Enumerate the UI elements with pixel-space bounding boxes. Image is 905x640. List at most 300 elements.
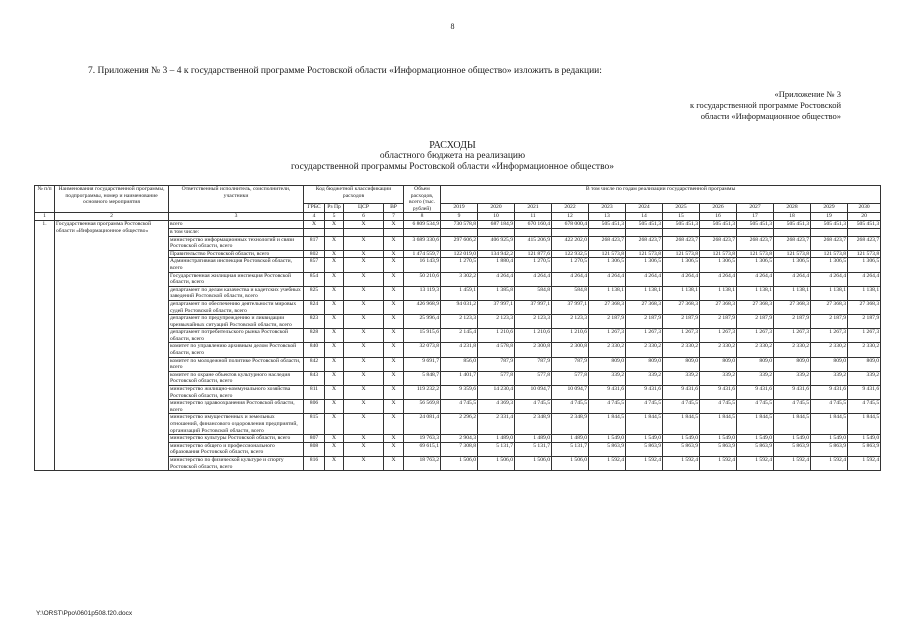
column-index: 19 xyxy=(811,213,848,221)
grbs-cell: 811 xyxy=(304,386,325,400)
year-value-cell: 1 138,1 xyxy=(700,286,737,300)
year-value-cell: 1 270,5 xyxy=(441,258,478,272)
year-value-cell: 121 573,8 xyxy=(589,250,626,258)
total-cell: 5 848,7 xyxy=(404,371,441,385)
year-value-cell: 1 267,3 xyxy=(626,329,663,343)
total-cell: 13 119,3 xyxy=(404,286,441,300)
year-value-cell: 809,0 xyxy=(626,357,663,371)
year-value-cell: 1 267,3 xyxy=(737,329,774,343)
year-value-cell: 856,0 xyxy=(441,357,478,371)
year-value-cell: 27 368,3 xyxy=(700,300,737,314)
year-value-cell: 809,0 xyxy=(848,357,881,371)
year-value-cell: 577,8 xyxy=(552,371,589,385)
vr-cell: X xyxy=(384,400,404,414)
year-value-cell: 505 451,3 xyxy=(811,221,848,229)
year-value-cell: 1 549,0 xyxy=(589,435,626,443)
year-value-cell: 1 267,3 xyxy=(700,329,737,343)
year-value-cell: 1 489,0 xyxy=(552,435,589,443)
year-value-cell xyxy=(700,228,737,236)
vr-cell: X xyxy=(384,329,404,343)
year-value-cell: 4 745,5 xyxy=(663,400,700,414)
year-value-cell: 730 578,8 xyxy=(441,221,478,229)
year-value-cell: 1 592,4 xyxy=(589,456,626,470)
year-value-cell: 1 210,6 xyxy=(552,329,589,343)
rzpr-cell xyxy=(325,228,344,236)
year-value-cell: 1 549,0 xyxy=(774,435,811,443)
total-cell: 69 615,1 xyxy=(404,442,441,456)
year-value-cell: 2 330,2 xyxy=(811,343,848,357)
appendix-line: к государственной программе Ростовской xyxy=(689,100,841,110)
column-index: 13 xyxy=(589,213,626,221)
year-value-cell: 1 844,5 xyxy=(774,414,811,435)
header-row xyxy=(35,186,881,204)
executor-cell: министерство здравоохранения Ростовской области, всего xyxy=(169,400,304,414)
grbs-cell: 802 xyxy=(304,250,325,258)
year-value-cell: 27 368,3 xyxy=(589,300,626,314)
csr-cell: X xyxy=(344,286,384,300)
rzpr-cell: X xyxy=(325,286,344,300)
year-value-cell: 1 592,4 xyxy=(811,456,848,470)
year-value-cell: 1 489,0 xyxy=(478,435,515,443)
year-value-cell: 1 549,0 xyxy=(626,435,663,443)
year-value-cell: 27 368,3 xyxy=(663,300,700,314)
vr-cell: X xyxy=(384,221,404,229)
col-vr: ВР xyxy=(384,203,404,213)
year-value-cell: 9 359,6 xyxy=(441,386,478,400)
year-value-cell: 14 230,4 xyxy=(478,386,515,400)
year-value-cell: 4 745,5 xyxy=(552,400,589,414)
column-index: 2 xyxy=(55,213,169,221)
grbs-cell xyxy=(304,228,325,236)
year-value-cell: 4 745,5 xyxy=(700,400,737,414)
year-value-cell: 1 844,5 xyxy=(626,414,663,435)
year-value-cell: 339,2 xyxy=(663,371,700,385)
year-value-cell: 2 331,4 xyxy=(478,414,515,435)
executor-cell: комитет по охране объектов культурного наследия Ростовской области, всего xyxy=(169,371,304,385)
table-row xyxy=(35,221,881,229)
csr-cell: X xyxy=(344,272,384,286)
year-value-cell: 2 187,9 xyxy=(848,315,881,329)
rzpr-cell: X xyxy=(325,357,344,371)
year-value-cell: 2 123,3 xyxy=(478,315,515,329)
vr-cell xyxy=(384,228,404,236)
col-year: 2021 xyxy=(515,203,552,213)
col-year: 2028 xyxy=(774,203,811,213)
year-value-cell: 27 368,3 xyxy=(848,300,881,314)
grbs-cell: 857 xyxy=(304,258,325,272)
year-value-cell: 1 844,5 xyxy=(737,414,774,435)
vr-cell: X xyxy=(384,250,404,258)
grbs-cell: 840 xyxy=(304,343,325,357)
year-value-cell: 2 330,2 xyxy=(848,343,881,357)
year-value-cell: 4 264,4 xyxy=(700,272,737,286)
total-cell xyxy=(404,228,441,236)
year-value-cell: 1 592,4 xyxy=(774,456,811,470)
year-value-cell: 2 348,9 xyxy=(515,414,552,435)
executor-cell: всего xyxy=(169,221,304,229)
year-value-cell: 1 270,5 xyxy=(552,258,589,272)
year-value-cell: 505 451,3 xyxy=(700,221,737,229)
year-value-cell: 1 592,4 xyxy=(663,456,700,470)
vr-cell: X xyxy=(384,272,404,286)
total-cell: 426 968,9 xyxy=(404,300,441,314)
col-executor: Ответственный исполнитель, соисполнители, участники xyxy=(169,186,304,213)
year-value-cell: 2 123,3 xyxy=(552,315,589,329)
year-value-cell: 1 210,6 xyxy=(478,329,515,343)
year-value-cell: 1 506,0 xyxy=(552,456,589,470)
year-value-cell: 1 489,0 xyxy=(515,435,552,443)
year-value-cell: 584,8 xyxy=(552,286,589,300)
year-value-cell: 5 863,9 xyxy=(700,442,737,456)
column-index: 4 xyxy=(304,213,325,221)
year-value-cell: 678 000,4 xyxy=(552,221,589,229)
total-cell: 6 809 534,9 xyxy=(404,221,441,229)
grbs-cell: 824 xyxy=(304,300,325,314)
year-value-cell: 687 184,9 xyxy=(478,221,515,229)
executor-cell: министерство информационных технологий и связи Ростовской области, всего xyxy=(169,236,304,250)
year-value-cell: 3 302,2 xyxy=(441,272,478,286)
vr-cell: X xyxy=(384,286,404,300)
total-cell: 18 763,2 xyxy=(404,456,441,470)
year-value-cell: 268 423,7 xyxy=(663,236,700,250)
program-name: Государственная программа Ростовской области «Информационное общество» xyxy=(55,221,169,471)
year-value-cell: 1 459,1 xyxy=(441,286,478,300)
vr-cell: X xyxy=(384,386,404,400)
year-value-cell: 27 368,3 xyxy=(626,300,663,314)
year-value-cell xyxy=(737,228,774,236)
year-value-cell: 339,2 xyxy=(774,371,811,385)
year-value-cell: 809,0 xyxy=(663,357,700,371)
year-value-cell: 670 160,4 xyxy=(515,221,552,229)
year-value-cell: 2 330,2 xyxy=(626,343,663,357)
year-value-cell xyxy=(515,228,552,236)
executor-cell: департамент по делам казачества и кадетских учебных заведений Ростовской области, всего xyxy=(169,286,304,300)
table-body xyxy=(35,221,881,471)
year-value-cell: 5 863,9 xyxy=(737,442,774,456)
column-index: 12 xyxy=(552,213,589,221)
year-value-cell: 4 369,3 xyxy=(478,400,515,414)
year-value-cell: 1 844,5 xyxy=(700,414,737,435)
col-grbs: ГРБС xyxy=(304,203,325,213)
col-csr: ЦСР xyxy=(344,203,384,213)
grbs-cell: 842 xyxy=(304,357,325,371)
vr-cell: X xyxy=(384,456,404,470)
year-value-cell: 2 187,9 xyxy=(774,315,811,329)
year-value-cell: 121 573,8 xyxy=(774,250,811,258)
year-value-cell: 37 997,1 xyxy=(515,300,552,314)
total-cell: 3 689 330,6 xyxy=(404,236,441,250)
csr-cell: X xyxy=(344,329,384,343)
year-value-cell: 4 745,5 xyxy=(737,400,774,414)
col-year: 2027 xyxy=(737,203,774,213)
year-value-cell: 1 549,0 xyxy=(663,435,700,443)
year-value-cell: 9 431,6 xyxy=(589,386,626,400)
vr-cell: X xyxy=(384,236,404,250)
rzpr-cell: X xyxy=(325,371,344,385)
year-value-cell: 584,8 xyxy=(515,286,552,300)
year-value-cell: 4 264,4 xyxy=(811,272,848,286)
year-value-cell: 1 549,0 xyxy=(700,435,737,443)
year-value-cell: 4 264,4 xyxy=(848,272,881,286)
year-value-cell xyxy=(552,228,589,236)
col-year: 2026 xyxy=(700,203,737,213)
year-value-cell: 5 863,9 xyxy=(663,442,700,456)
executor-cell: комитет по управлению архивным делом Ростовской области, всего xyxy=(169,343,304,357)
year-value-cell: 4 264,4 xyxy=(589,272,626,286)
year-value-cell: 4 745,5 xyxy=(441,400,478,414)
year-value-cell: 1 306,5 xyxy=(663,258,700,272)
col-year: 2020 xyxy=(478,203,515,213)
rzpr-cell: X xyxy=(325,250,344,258)
csr-cell: X xyxy=(344,236,384,250)
csr-cell: X xyxy=(344,300,384,314)
year-value-cell: 121 573,8 xyxy=(848,250,881,258)
grbs-cell: 815 xyxy=(304,414,325,435)
year-value-cell: 4 745,5 xyxy=(589,400,626,414)
year-value-cell: 1 138,1 xyxy=(774,286,811,300)
total-cell: 16 143,9 xyxy=(404,258,441,272)
vr-cell: X xyxy=(384,258,404,272)
year-value-cell: 1 592,4 xyxy=(848,456,881,470)
appendix-line: области «Информационное общество» xyxy=(700,111,841,121)
grbs-cell: 843 xyxy=(304,371,325,385)
col-year: 2024 xyxy=(626,203,663,213)
column-index: 18 xyxy=(774,213,811,221)
year-value-cell: 422 202,0 xyxy=(552,236,589,250)
year-value-cell: 1 592,4 xyxy=(737,456,774,470)
year-value-cell: 121 573,8 xyxy=(737,250,774,258)
vr-cell: X xyxy=(384,435,404,443)
total-cell: 15 915,6 xyxy=(404,329,441,343)
year-value-cell: 787,9 xyxy=(478,357,515,371)
year-value-cell: 5 863,9 xyxy=(626,442,663,456)
col-year: 2019 xyxy=(441,203,478,213)
year-value-cell: 5 863,9 xyxy=(774,442,811,456)
year-value-cell: 1 306,5 xyxy=(626,258,663,272)
year-value-cell: 809,0 xyxy=(700,357,737,371)
total-cell: 19 763,3 xyxy=(404,435,441,443)
csr-cell: X xyxy=(344,343,384,357)
csr-cell: X xyxy=(344,456,384,470)
year-value-cell: 10 094,7 xyxy=(515,386,552,400)
csr-cell: X xyxy=(344,442,384,456)
year-value-cell: 122 019,0 xyxy=(441,250,478,258)
column-index: 1 xyxy=(35,213,55,221)
year-value-cell xyxy=(774,228,811,236)
year-value-cell: 1 401,7 xyxy=(441,371,478,385)
csr-cell: X xyxy=(344,371,384,385)
grbs-cell: 808 xyxy=(304,442,325,456)
grbs-cell: 816 xyxy=(304,456,325,470)
year-value-cell: 9 431,6 xyxy=(626,386,663,400)
rzpr-cell: X xyxy=(325,300,344,314)
year-value-cell: 5 863,9 xyxy=(811,442,848,456)
vr-cell: X xyxy=(384,300,404,314)
csr-cell: X xyxy=(344,315,384,329)
year-value-cell: 2 330,2 xyxy=(589,343,626,357)
rzpr-cell: X xyxy=(325,343,344,357)
year-value-cell: 1 592,4 xyxy=(700,456,737,470)
year-value-cell: 268 423,7 xyxy=(626,236,663,250)
csr-cell: X xyxy=(344,414,384,435)
column-index: 16 xyxy=(700,213,737,221)
year-value-cell: 4 264,4 xyxy=(737,272,774,286)
year-value-cell: 1 138,1 xyxy=(663,286,700,300)
year-value-cell: 4 745,5 xyxy=(848,400,881,414)
executor-cell: Правительство Ростовской области, всего xyxy=(169,250,304,258)
year-value-cell: 339,2 xyxy=(811,371,848,385)
title-line: областного бюджета на реализацию xyxy=(379,151,526,161)
year-value-cell: 1 306,5 xyxy=(848,258,881,272)
column-index-row xyxy=(35,213,881,221)
rzpr-cell: X xyxy=(325,315,344,329)
year-value-cell: 787,9 xyxy=(552,357,589,371)
year-value-cell: 4 231,8 xyxy=(441,343,478,357)
year-value-cell: 505 451,3 xyxy=(774,221,811,229)
year-value-cell: 9 431,6 xyxy=(663,386,700,400)
column-index: 7 xyxy=(384,213,404,221)
year-value-cell: 5 863,9 xyxy=(848,442,881,456)
year-value-cell: 27 368,3 xyxy=(811,300,848,314)
year-value-cell: 27 368,3 xyxy=(774,300,811,314)
vr-cell: X xyxy=(384,414,404,435)
col-year: 2030 xyxy=(848,203,881,213)
column-index: 8 xyxy=(404,213,441,221)
year-value-cell: 1 506,0 xyxy=(478,456,515,470)
year-value-cell: 339,2 xyxy=(737,371,774,385)
year-value-cell: 5 863,9 xyxy=(589,442,626,456)
year-value-cell: 2 296,2 xyxy=(441,414,478,435)
column-index: 5 xyxy=(325,213,344,221)
year-value-cell: 1 844,5 xyxy=(589,414,626,435)
year-value-cell: 2 187,9 xyxy=(700,315,737,329)
year-value-cell: 1 880,4 xyxy=(478,258,515,272)
vr-cell: X xyxy=(384,357,404,371)
executor-cell: министерство общего и профессионального образования Ростовской области, всего xyxy=(169,442,304,456)
total-cell: 32 073,8 xyxy=(404,343,441,357)
column-index: 6 xyxy=(344,213,384,221)
grbs-cell: 854 xyxy=(304,272,325,286)
year-value-cell: 1 592,4 xyxy=(626,456,663,470)
year-value-cell xyxy=(663,228,700,236)
column-index: 17 xyxy=(737,213,774,221)
year-value-cell: 1 138,1 xyxy=(626,286,663,300)
year-value-cell: 809,0 xyxy=(774,357,811,371)
vr-cell: X xyxy=(384,371,404,385)
executor-cell: комитет по молодежной политике Ростовской области, всего xyxy=(169,357,304,371)
rzpr-cell: X xyxy=(325,400,344,414)
csr-cell: X xyxy=(344,221,384,229)
csr-cell: X xyxy=(344,435,384,443)
year-value-cell: 2 187,9 xyxy=(663,315,700,329)
column-index: 11 xyxy=(515,213,552,221)
year-value-cell: 9 431,6 xyxy=(811,386,848,400)
rzpr-cell: X xyxy=(325,456,344,470)
year-value-cell: 9 431,6 xyxy=(848,386,881,400)
program-number: 1. xyxy=(35,221,55,471)
year-value-cell: 268 423,7 xyxy=(589,236,626,250)
csr-cell xyxy=(344,228,384,236)
year-value-cell: 1 306,5 xyxy=(811,258,848,272)
total-cell: 9 691,7 xyxy=(404,357,441,371)
rzpr-cell: X xyxy=(325,221,344,229)
year-value-cell: 505 451,3 xyxy=(848,221,881,229)
rzpr-cell: X xyxy=(325,435,344,443)
year-value-cell: 2 187,9 xyxy=(737,315,774,329)
year-value-cell: 1 267,3 xyxy=(589,329,626,343)
year-value-cell xyxy=(478,228,515,236)
year-value-cell: 1 844,5 xyxy=(811,414,848,435)
year-value-cell: 1 549,0 xyxy=(737,435,774,443)
grbs-cell: 828 xyxy=(304,329,325,343)
year-value-cell: 2 187,9 xyxy=(626,315,663,329)
year-value-cell: 1 267,3 xyxy=(774,329,811,343)
page-number: 8 xyxy=(450,22,455,31)
col-years-group: В том числе по годам реализации государственной программы xyxy=(441,186,881,204)
year-value-cell: 4 264,4 xyxy=(515,272,552,286)
grbs-cell: 825 xyxy=(304,286,325,300)
col-year: 2023 xyxy=(589,203,626,213)
year-value-cell: 1 844,5 xyxy=(848,414,881,435)
column-index: 15 xyxy=(663,213,700,221)
total-cell: 56 569,8 xyxy=(404,400,441,414)
year-value-cell: 27 368,3 xyxy=(737,300,774,314)
year-value-cell: 268 423,7 xyxy=(774,236,811,250)
year-value-cell: 37 997,1 xyxy=(552,300,589,314)
year-value-cell: 2 187,9 xyxy=(811,315,848,329)
vr-cell: X xyxy=(384,442,404,456)
executor-cell: министерство культуры Ростовской области, всего xyxy=(169,435,304,443)
year-value-cell: 2 300,8 xyxy=(515,343,552,357)
year-value-cell: 2 348,9 xyxy=(552,414,589,435)
year-value-cell: 1 306,5 xyxy=(589,258,626,272)
year-value-cell: 5 131,7 xyxy=(552,442,589,456)
year-value-cell: 1 549,0 xyxy=(848,435,881,443)
title-line: РАСХОДЫ xyxy=(429,140,476,151)
rzpr-cell: X xyxy=(325,272,344,286)
year-value-cell: 1 306,5 xyxy=(700,258,737,272)
year-value-cell: 2 330,2 xyxy=(737,343,774,357)
year-value-cell: 1 210,6 xyxy=(515,329,552,343)
year-value-cell: 121 877,6 xyxy=(515,250,552,258)
appendix-line: «Приложение № 3 xyxy=(774,89,841,99)
year-value-cell: 2 330,2 xyxy=(774,343,811,357)
year-value-cell: 268 423,7 xyxy=(848,236,881,250)
csr-cell: X xyxy=(344,250,384,258)
year-value-cell: 1 506,0 xyxy=(441,456,478,470)
year-value-cell: 122 932,5 xyxy=(552,250,589,258)
vr-cell: X xyxy=(384,315,404,329)
year-value-cell: 37 997,1 xyxy=(478,300,515,314)
year-value-cell: 121 573,8 xyxy=(811,250,848,258)
col-year: 2025 xyxy=(663,203,700,213)
rzpr-cell: X xyxy=(325,442,344,456)
grbs-cell: 806 xyxy=(304,400,325,414)
year-value-cell: 4 264,4 xyxy=(478,272,515,286)
year-value-cell: 2 300,8 xyxy=(552,343,589,357)
year-value-cell xyxy=(811,228,848,236)
year-value-cell: 406 925,9 xyxy=(478,236,515,250)
col-rzpr: Рз Пр xyxy=(325,203,344,213)
year-value-cell: 1 506,0 xyxy=(515,456,552,470)
year-value-cell: 5 131,7 xyxy=(478,442,515,456)
rzpr-cell: X xyxy=(325,329,344,343)
executor-cell: Административная инспекция Ростовской области, всего xyxy=(169,258,304,272)
year-value-cell: 339,2 xyxy=(589,371,626,385)
year-value-cell: 121 573,8 xyxy=(626,250,663,258)
year-value-cell: 10 094,7 xyxy=(552,386,589,400)
total-cell: 24 081,4 xyxy=(404,414,441,435)
